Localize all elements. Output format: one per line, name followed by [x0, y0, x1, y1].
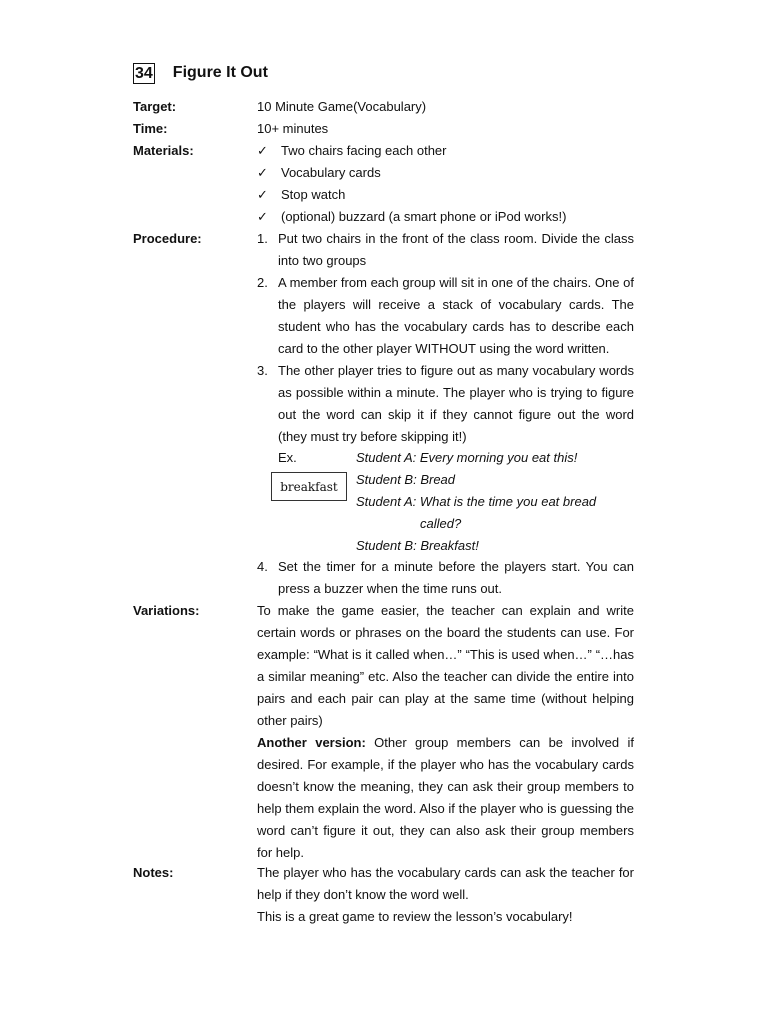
- procedure-step-number: 1.: [257, 231, 268, 246]
- another-version-paragraph: [257, 732, 634, 864]
- activity-header: [133, 62, 268, 84]
- materials-item-text: Two chairs facing each other: [281, 143, 447, 158]
- procedure-step-text: Set the timer for a minute before the players start. You can press a buzzer when the time runs out.: [278, 559, 634, 596]
- checkmark-icon: ✓: [257, 143, 268, 158]
- materials-item-text: Vocabulary cards: [281, 165, 381, 180]
- activity-number: 34: [135, 64, 153, 82]
- target-label: Target:: [133, 99, 177, 114]
- notes-text: This is a great game to review the lesson’s vocabulary!: [257, 909, 573, 924]
- procedure-step-number: 2.: [257, 275, 268, 290]
- another-version-text: Other group members can be involved if desired. For example, if the player who has the vocabulary cards doesn’t know the meaning, they can ask their group members to help them explain the word. Also if the player who is guessing the word can’t figure it out, they can also ask their group members for help.: [257, 735, 634, 860]
- variations-text: To make the game easier, the teacher can explain and write certain words or phrases on the board the students can use. For example: “What is it called when…” “This is used when…” “…has a similar meaning” etc. Also the teacher can divide the entire into pairs and each pair can play at the same time (without helping other pairs): [257, 603, 634, 728]
- procedure-step-text: The other player tries to figure out as many vocabulary words as possible within a minute. The player who is trying to figure out the word can skip it if they cannot figure out the word (they must try before skipping it!): [278, 363, 634, 444]
- materials-item: [257, 206, 566, 228]
- time-value: 10+ minutes: [257, 121, 329, 136]
- procedure-label: Procedure:: [133, 231, 202, 246]
- checkmark-icon: ✓: [257, 165, 268, 180]
- procedure-step-number: 3.: [257, 363, 268, 378]
- activity-title: Figure It Out: [172, 64, 268, 81]
- target-value: 10 Minute Game(Vocabulary): [257, 99, 427, 114]
- example-label: Ex.: [278, 450, 297, 465]
- another-version-label: Another version:: [257, 735, 366, 750]
- dialogue-line: Student A: Every morning you eat this!: [356, 450, 578, 465]
- procedure-step: [257, 360, 634, 448]
- vocabulary-card: breakfast: [271, 472, 347, 501]
- procedure-step-number: 4.: [257, 559, 268, 574]
- procedure-step: [257, 228, 634, 272]
- variations-label: Variations:: [133, 603, 200, 618]
- materials-item-text: (optional) buzzard (a smart phone or iPod works!): [281, 209, 567, 224]
- checkmark-icon: ✓: [257, 187, 268, 202]
- procedure-step: [257, 556, 634, 600]
- materials-item-text: Stop watch: [281, 187, 346, 202]
- time-label: Time:: [133, 121, 168, 136]
- procedure-step-text: Put two chairs in the front of the class room. Divide the class into two groups: [278, 231, 634, 268]
- notes-label: Notes:: [133, 865, 174, 880]
- example-block: [278, 447, 638, 557]
- materials-item: [257, 162, 566, 184]
- notes-text: The player who has the vocabulary cards can ask the teacher for help if they don’t know the word well.: [257, 865, 634, 902]
- checkmark-icon: ✓: [257, 209, 268, 224]
- dialogue-line: Student B: Bread: [356, 472, 456, 487]
- dialogue-line: Student B: Breakfast!: [356, 538, 479, 553]
- procedure-step: [257, 272, 634, 360]
- materials-label: Materials:: [133, 143, 194, 158]
- materials-item: [257, 140, 566, 162]
- materials-item: [257, 184, 566, 206]
- dialogue-line: Student A: What is the time you eat bread: [356, 494, 597, 509]
- dialogue-line: called?: [420, 516, 462, 531]
- materials-list: [257, 140, 566, 228]
- procedure-step-text: A member from each group will sit in one of the chairs. One of the players will receive a stack of vocabulary cards. The student who has the vocabulary cards has to describe each card to the other player WITHOUT using the word written.: [278, 275, 634, 356]
